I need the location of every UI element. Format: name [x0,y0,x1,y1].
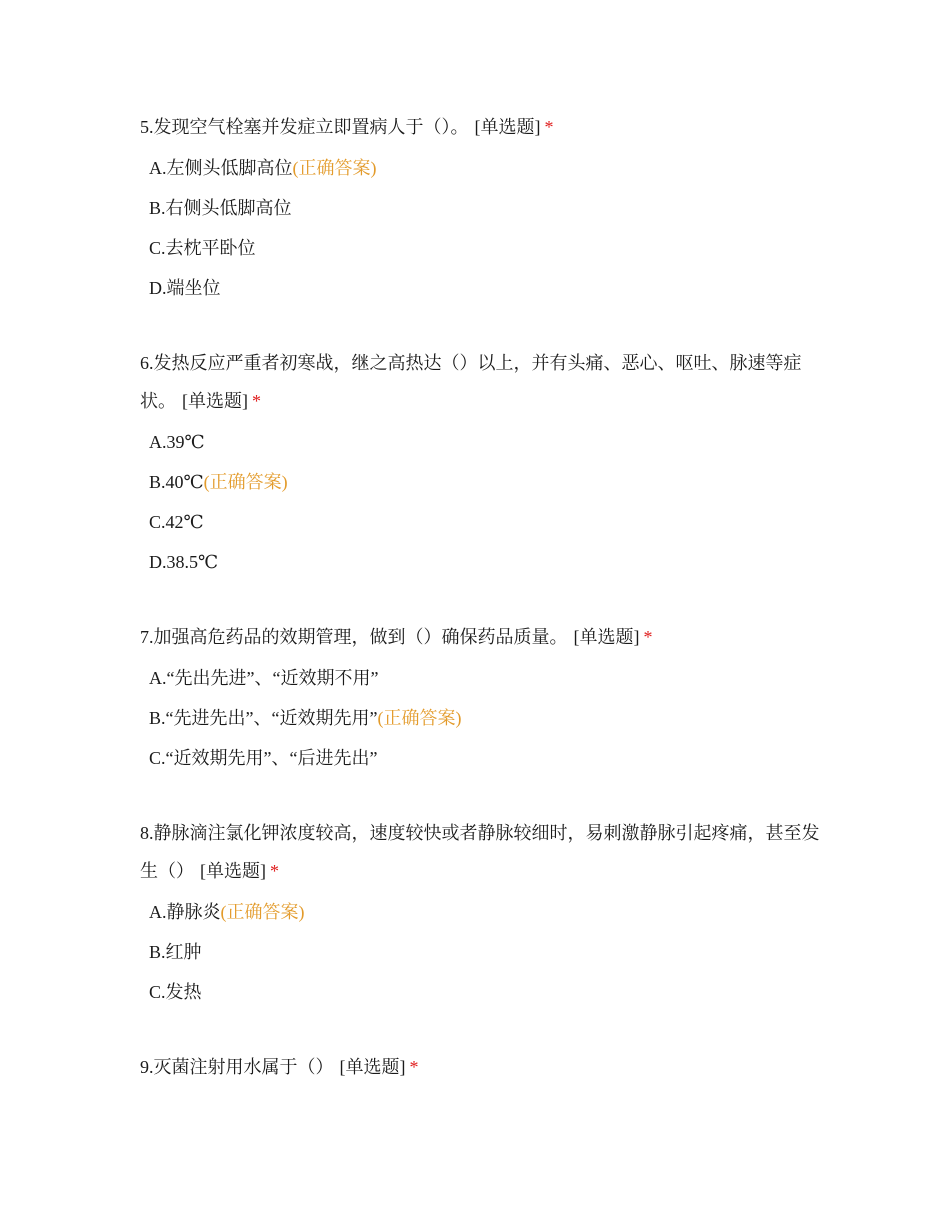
question-type-label: [单选题] [339,1057,406,1077]
option-label: C.发热 [149,982,202,1002]
question-7 [140,618,820,778]
question-text: 7.加强高危药品的效期管理，做到（）确保药品质量。 [140,627,568,647]
required-marker: * [643,627,653,647]
questionnaire-page [140,108,820,1122]
option-label: D.38.5℃ [149,552,219,572]
option-b[interactable] [140,188,820,228]
option-b[interactable] [140,932,820,972]
option-label: A.左侧头低脚高位 [149,158,293,178]
option-a[interactable] [140,658,820,698]
required-marker: * [270,861,279,881]
question-text: 5.发现空气栓塞并发症立即置病人于（）。 [140,117,469,137]
question-type-label: [单选题] [573,627,640,647]
option-c[interactable] [140,502,820,542]
required-marker: * [252,391,261,411]
question-5 [140,108,820,308]
required-marker: * [544,117,554,137]
question-type-label: [单选题] [200,861,266,881]
correct-answer-tag: (正确答案) [203,472,288,492]
correct-answer-tag: (正确答案) [292,158,377,178]
option-d[interactable] [140,268,820,308]
question-text: 6.发热反应严重者初寒战，继之高热达（）以上，并有头痛、恶心、呕吐、脉速等症状。 [140,353,802,411]
option-b[interactable] [140,698,820,738]
question-title [140,814,820,890]
question-type-label: [单选题] [474,117,541,137]
correct-answer-tag: (正确答案) [220,902,305,922]
question-9 [140,1048,820,1086]
option-a[interactable] [140,422,820,462]
question-title [140,1048,820,1086]
option-a[interactable] [140,148,820,188]
question-type-label: [单选题] [182,391,248,411]
question-text: 8.静脉滴注氯化钾浓度较高，速度较快或者静脉较细时，易刺激静脉引起疼痛，甚至发生（） [140,823,820,881]
option-label: C.42℃ [149,512,204,532]
question-title [140,108,820,146]
question-title [140,618,820,656]
option-d[interactable] [140,542,820,582]
correct-answer-tag: (正确答案) [377,708,462,728]
question-8 [140,814,820,1012]
option-c[interactable] [140,228,820,268]
option-c[interactable] [140,972,820,1012]
option-c[interactable] [140,738,820,778]
option-label: A.39℃ [149,432,205,452]
option-label: B.40℃ [149,472,204,492]
option-label: C.去枕平卧位 [149,238,256,258]
option-label: B.右侧头低脚高位 [149,198,292,218]
required-marker: * [409,1057,419,1077]
option-label: A.静脉炎 [149,902,221,922]
question-title [140,344,820,420]
option-label: C.“近效期先用”、“后进先出” [149,748,378,768]
option-label: B.红肿 [149,942,202,962]
option-label: B.“先进先出”、“近效期先用” [149,708,378,728]
question-text: 9.灭菌注射用水属于（） [140,1057,334,1077]
option-a[interactable] [140,892,820,932]
option-label: D.端坐位 [149,278,221,298]
option-label: A.“先出先进”、“近效期不用” [149,668,379,688]
question-6 [140,344,820,582]
option-b[interactable] [140,462,820,502]
